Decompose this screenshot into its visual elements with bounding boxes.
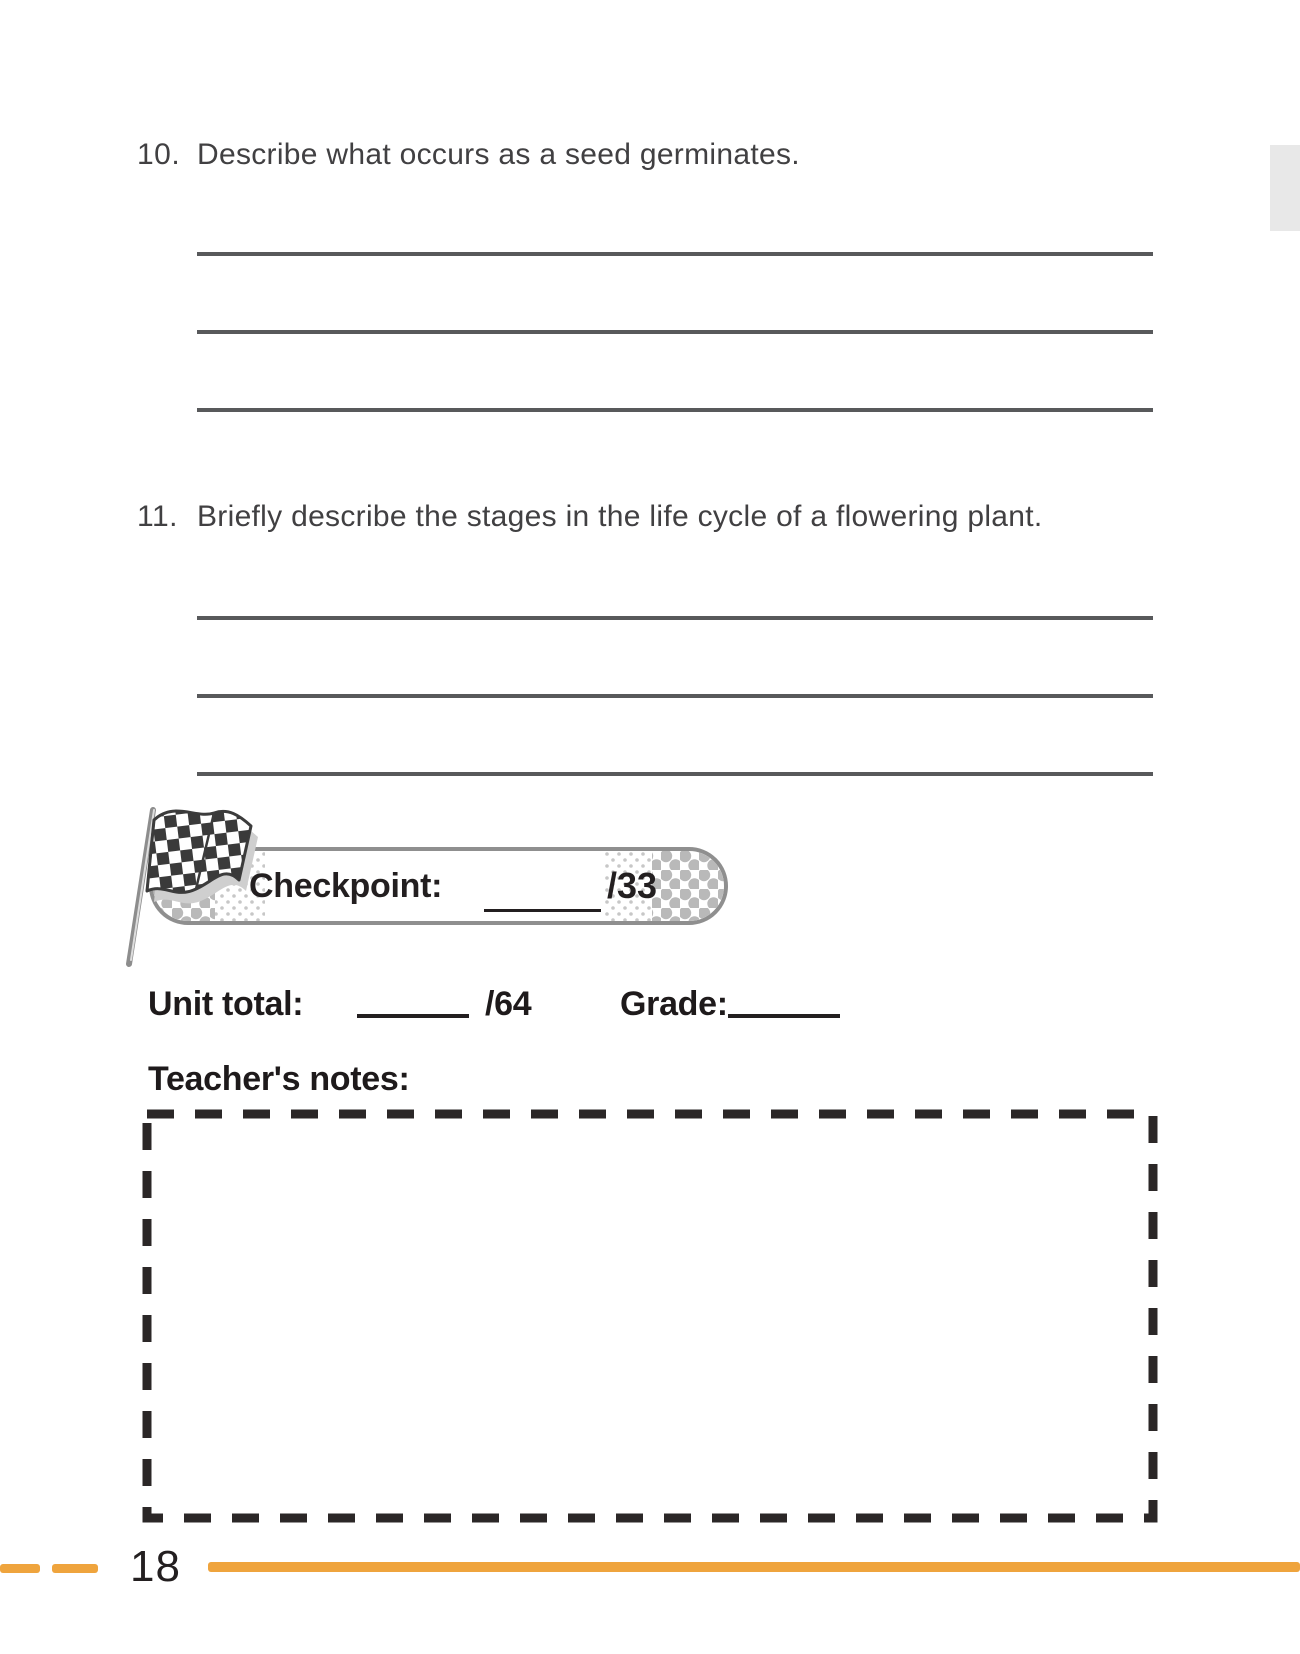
grade-blank[interactable] — [728, 1014, 840, 1018]
answer-line[interactable] — [197, 694, 1153, 698]
checkered-flag-icon — [120, 788, 280, 978]
grade-label: Grade: — [620, 985, 728, 1023]
unit-total-label: Unit total: — [148, 985, 304, 1023]
footer-accent-rule — [208, 1562, 1300, 1572]
answer-line[interactable] — [197, 616, 1153, 620]
page-edge-tab — [1270, 145, 1300, 231]
answer-line[interactable] — [197, 252, 1153, 256]
footer-accent-dash — [52, 1564, 98, 1573]
page-number: 18 — [130, 1542, 181, 1591]
unit-total-blank[interactable] — [357, 1014, 469, 1018]
question-11-text: Briefly describe the stages in the life cycle of a flowering plant. — [197, 500, 1043, 533]
answer-line[interactable] — [197, 330, 1153, 334]
answer-line[interactable] — [197, 408, 1153, 412]
checkpoint-score-blank[interactable] — [484, 871, 601, 912]
teacher-notes-label: Teacher's notes: — [148, 1060, 410, 1098]
answer-line[interactable] — [197, 772, 1153, 776]
teacher-notes-box[interactable] — [142, 1109, 1158, 1523]
question-10-number: 10. — [137, 138, 181, 171]
checkpoint-label: Checkpoint: — [249, 867, 443, 905]
question-11-number: 11. — [137, 500, 178, 533]
footer-accent-dash — [0, 1564, 40, 1573]
checkpoint-score-max: /33 — [607, 865, 658, 906]
unit-total-max: /64 — [485, 985, 532, 1023]
question-10-text: Describe what occurs as a seed germinates. — [197, 138, 800, 171]
